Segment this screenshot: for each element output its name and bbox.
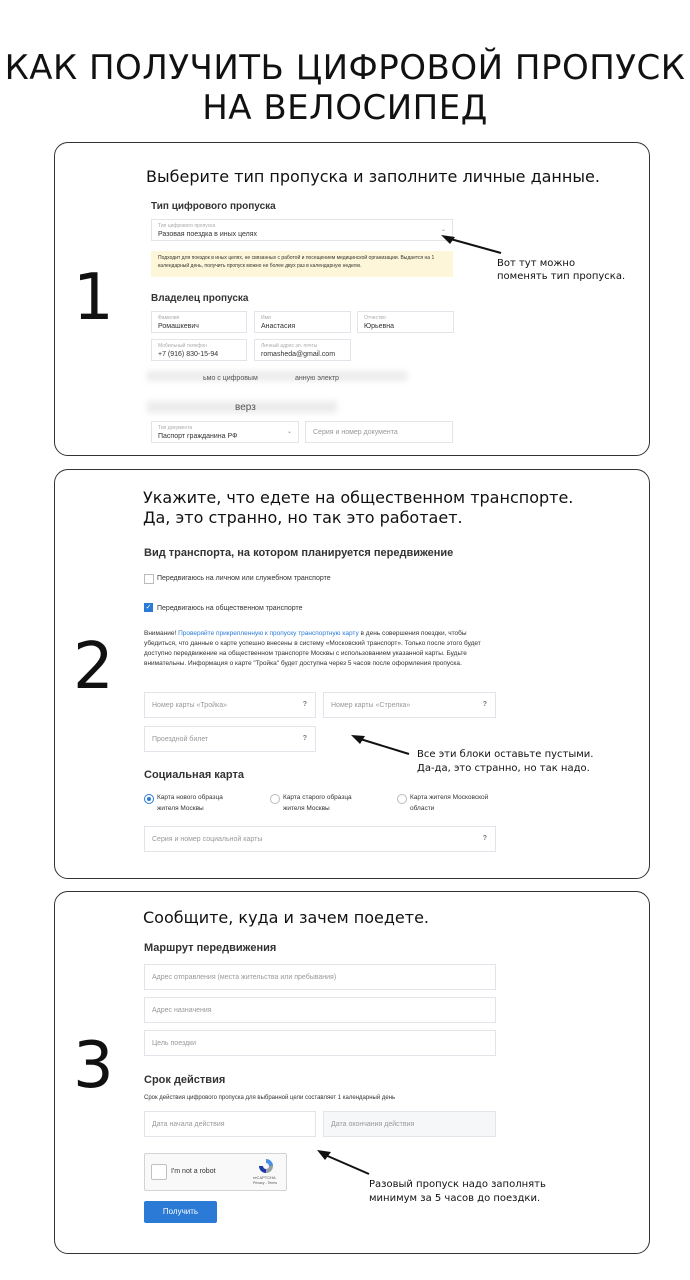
route-section-title: Маршрут передвижения — [144, 942, 277, 954]
help-icon[interactable]: ? — [482, 701, 487, 708]
owner-section-title: Владелец пропуска — [151, 293, 249, 304]
document-number-placeholder: Серия и номер документа — [313, 429, 398, 436]
phone-label: Мобильный телефон — [158, 343, 207, 349]
arrow-icon — [439, 233, 503, 259]
start-date-field[interactable] — [144, 1111, 316, 1137]
personal-transport-label: Передвигаюсь на личном или служебном транспорте — [157, 575, 331, 582]
patronymic-label: Отчество — [364, 315, 386, 321]
destination-address-placeholder: Адрес назначения — [152, 1007, 212, 1014]
transport-section-title: Вид транспорта, на котором планируется передвижение — [144, 547, 454, 559]
phone-field[interactable] — [151, 339, 247, 361]
email-field[interactable] — [254, 339, 351, 361]
step3-annotation-line1: Разовый пропуск надо заполнять — [369, 1179, 546, 1190]
step1-panel — [54, 142, 650, 456]
troika-card-field[interactable] — [144, 692, 316, 718]
social-old-label: Карта старого образца жителя Москвы — [283, 794, 352, 812]
arrow-icon — [315, 1148, 371, 1178]
recaptcha-checkbox[interactable] — [151, 1164, 167, 1180]
travel-ticket-placeholder: Проездной билет — [152, 736, 209, 743]
step2-number: 2 — [73, 630, 114, 704]
pass-type-select[interactable] — [151, 219, 453, 241]
help-icon[interactable]: ? — [302, 735, 307, 742]
name-label: Имя — [261, 315, 271, 321]
personal-transport-checkbox[interactable] — [144, 574, 154, 584]
social-region-label: Карта жителя Московской области — [410, 794, 489, 812]
trip-purpose-field[interactable] — [144, 1030, 496, 1056]
pass-type-label: Тип цифрового пропуска — [158, 223, 216, 229]
pass-type-value: Разовая поездка в иных целях — [158, 231, 258, 238]
chevron-down-icon: ⌄ — [286, 429, 292, 435]
pass-type-info-text: Подходит для поездок в иных целях, не связанных с работой и посещением медицинской организации. Выдается на 1 календарный день, получить пропуск можно не более двух раз в календарную неделю. — [158, 255, 435, 269]
strelka-card-placeholder: Номер карты «Стрелка» — [331, 702, 411, 709]
phone-value: +7 (916) 830-15-94 — [158, 351, 219, 358]
departure-address-placeholder: Адрес отправления (места жительства или пребывания) — [152, 974, 337, 981]
blurred-text-1a: ьмо с цифровым — [203, 375, 258, 382]
surname-label: Фамилия — [158, 315, 180, 321]
destination-address-field[interactable] — [144, 997, 496, 1023]
public-transport-checkbox[interactable]: ✓ — [145, 604, 152, 611]
departure-address-field[interactable] — [144, 964, 496, 990]
recaptcha-logo-icon — [258, 1158, 274, 1174]
surname-field[interactable] — [151, 311, 247, 333]
email-label: Личный адрес эл. почты — [261, 343, 318, 349]
document-type-select[interactable] — [151, 421, 299, 443]
patronymic-field[interactable] — [357, 311, 454, 333]
public-transport-label: Передвигаюсь на общественном транспорте — [157, 605, 303, 612]
step3-annotation-line2: минимум за 5 часов до поездки. — [369, 1193, 541, 1204]
transport-warning — [144, 629, 500, 669]
social-card-number-placeholder: Серия и номер социальной карты — [152, 836, 263, 843]
help-icon[interactable]: ? — [302, 701, 307, 708]
troika-card-placeholder: Номер карты «Тройка» — [152, 702, 227, 709]
step1-heading: Выберите тип пропуска и заполните личные данные. — [146, 167, 600, 186]
document-type-value: Паспорт гражданина РФ — [158, 433, 238, 440]
document-number-field[interactable] — [305, 421, 453, 443]
patronymic-value: Юрьевна — [364, 323, 394, 330]
warning-prefix: Внимание! — [144, 630, 177, 637]
social-card-section-title: Социальная карта — [144, 769, 244, 781]
trip-purpose-placeholder: Цель поездки — [152, 1040, 197, 1047]
recaptcha-label: I'm not a robot — [171, 1168, 216, 1175]
arrow-icon — [349, 732, 411, 758]
check-card-link[interactable]: Проверяйте прикрепленную к пропуску транспортную карту — [178, 630, 359, 637]
blurred-strip-1 — [147, 371, 407, 381]
social-new-radio[interactable] — [144, 794, 154, 804]
strelka-card-field[interactable] — [323, 692, 496, 718]
recaptcha-brand: reCAPTCHA — [253, 1175, 276, 1180]
page-title-line1: КАК ПОЛУЧИТЬ ЦИФРОВОЙ ПРОПУСК — [4, 48, 686, 88]
page-title-line2: НА ВЕЛОСИПЕД — [202, 88, 488, 128]
blurred-text-1b: анную электр — [295, 375, 339, 382]
step2-heading-line2: Да, это странно, но так это работает. — [143, 508, 463, 527]
step2-annotation-line1: Все эти блоки оставьте пустыми. — [417, 749, 594, 760]
end-date-placeholder: Дата окончания действия — [331, 1121, 415, 1128]
chevron-down-icon: ⌄ — [440, 227, 446, 233]
pass-type-section-title: Тип цифрового пропуска — [151, 201, 276, 212]
step3-number: 3 — [73, 1029, 114, 1103]
surname-value: Ромашкевич — [158, 323, 199, 330]
travel-ticket-field[interactable] — [144, 726, 316, 752]
submit-button[interactable]: Получить — [144, 1201, 217, 1223]
social-old-radio[interactable] — [270, 794, 280, 804]
warning-rest: в день совершения поездки, чтобы убедиться, что данные о карте успешно внесены в систему «Московский транспорт». Только после этого будет доступно передвижение на общественном транспорте Москвы с использованием указанной карты. Будьте внимательны. Информация о карте "Тройка" будет доступна через 5 часов после оформления пропуска. — [144, 630, 481, 667]
document-type-label: Тип документа — [158, 425, 193, 431]
step1-number: 1 — [73, 261, 114, 335]
social-region-radio[interactable] — [397, 794, 407, 804]
validity-section-title: Срок действия — [144, 1074, 226, 1086]
name-value: Анастасия — [261, 323, 296, 330]
email-value: romasheda@gmail.com — [261, 351, 336, 358]
step2-heading-line1: Укажите, что едете на общественном транспорте. — [143, 488, 574, 507]
name-field[interactable] — [254, 311, 351, 333]
blurred-text-2: верз — [235, 402, 256, 413]
recaptcha-widget — [144, 1153, 287, 1191]
help-icon[interactable]: ? — [482, 835, 487, 842]
step2-panel — [54, 469, 650, 879]
validity-description: Срок действия цифрового пропуска для выбранной цели составляет 1 календарный день — [144, 1095, 396, 1101]
step2-annotation-line2: Да-да, это странно, но так надо. — [417, 763, 590, 774]
social-card-number-field[interactable] — [144, 826, 496, 852]
step1-annotation: Вот тут можно поменять тип пропуска. — [497, 258, 626, 282]
start-date-placeholder: Дата начала действия — [152, 1121, 225, 1128]
end-date-field[interactable] — [323, 1111, 496, 1137]
step3-heading: Сообщите, куда и зачем поедете. — [143, 908, 430, 927]
step3-panel — [54, 891, 650, 1254]
social-new-label: Карта нового образца жителя Москвы — [157, 794, 223, 812]
pass-type-info-box — [151, 251, 453, 277]
recaptcha-links[interactable]: Privacy - Terms — [253, 1181, 278, 1185]
